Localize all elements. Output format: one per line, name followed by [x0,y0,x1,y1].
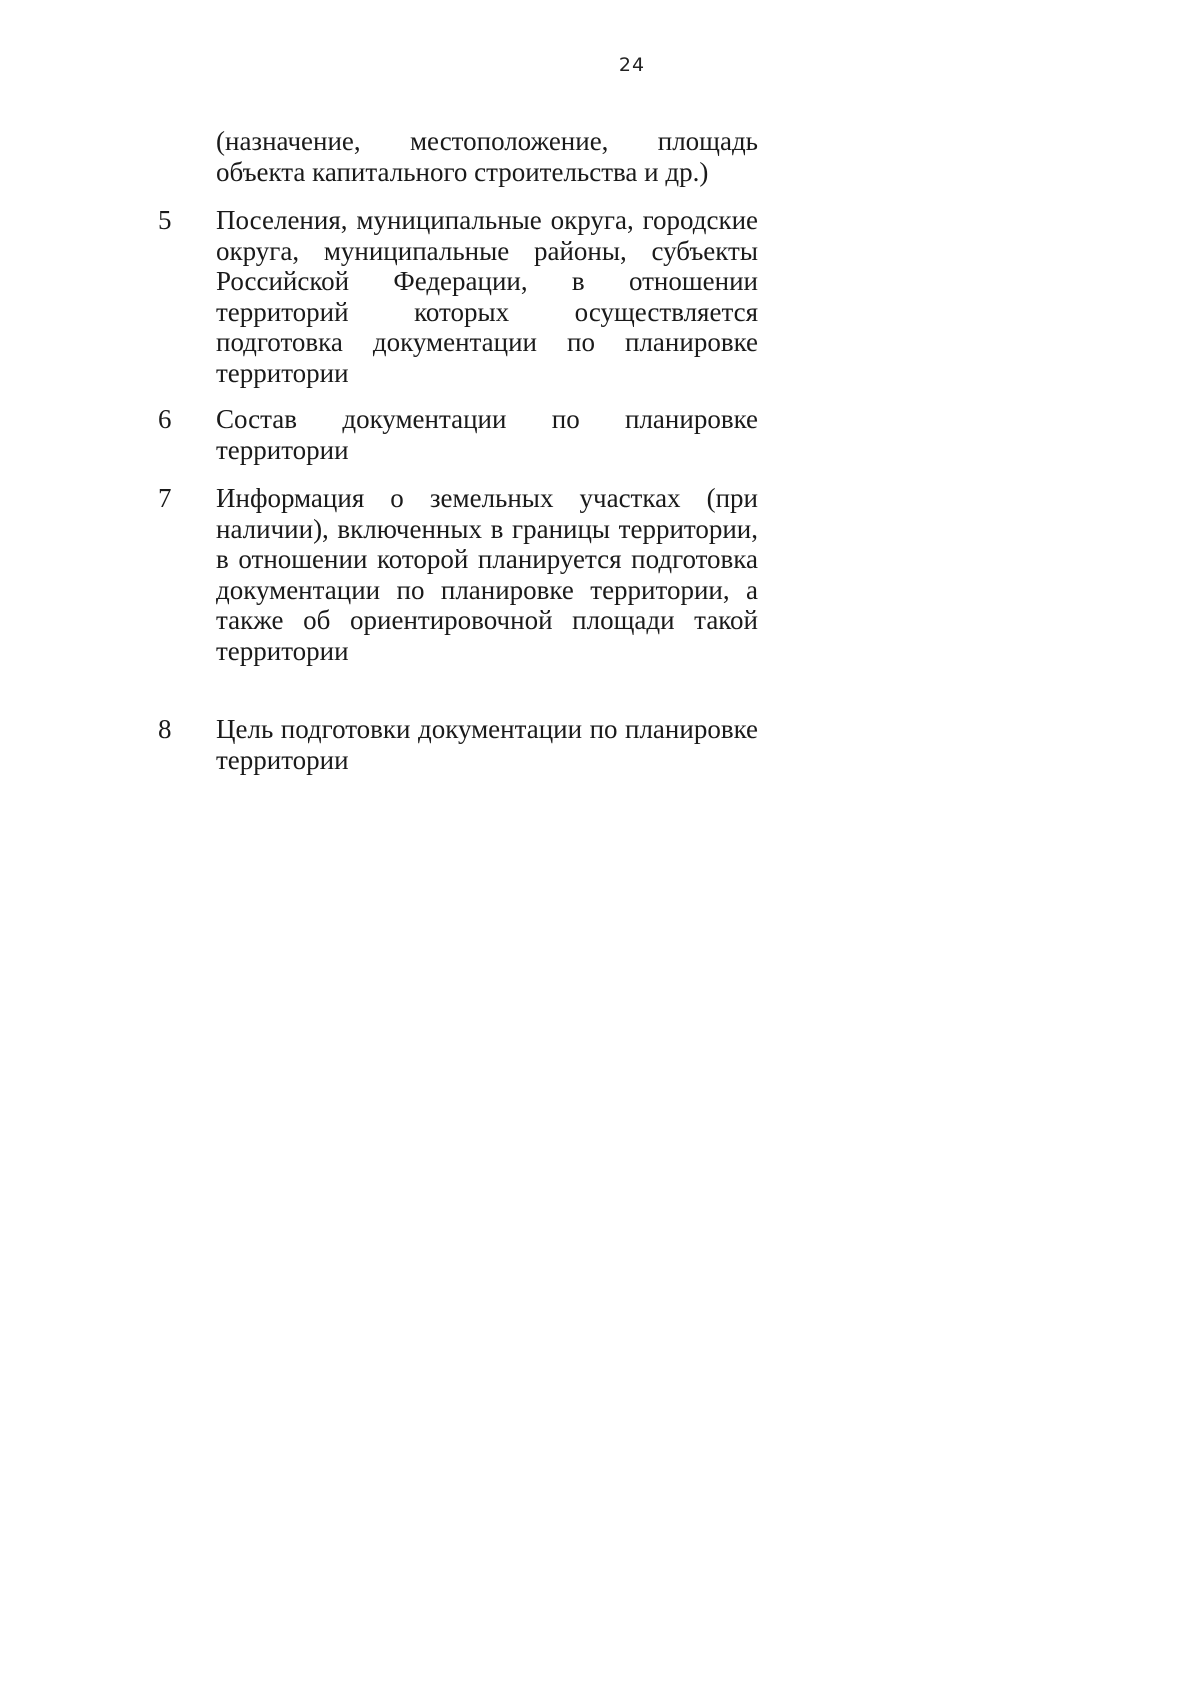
item-text: Цель подготовки документации по планировке территории [216,714,758,775]
item-text: Поселения, муниципальные округа, городские округа, муниципальные районы, субъекты Российской Федерации, в отношении территорий которых осуществляется подготовка документации по планировке территории [216,205,758,388]
list-item-5 [158,205,758,388]
list-item-8 [158,714,758,775]
item-number: 7 [158,483,172,513]
list-item-continuation [158,126,758,187]
item-text: Состав документации по планировке территории [216,404,758,465]
item-number: 8 [158,714,172,744]
list-item-7 [158,483,758,666]
item-text: Информация о земельных участках (при наличии), включенных в границы территории, в отношении которой планируется подготовка документации по планировке территории, а также об ориентировочной площади такой территории [216,483,758,666]
list-item-6 [158,404,758,465]
item-text: (назначение, местоположение, площадь объекта капитального строительства и др.) [216,126,758,187]
item-number: 6 [158,404,172,434]
item-number: 5 [158,205,172,235]
page-number: 24 [618,54,646,76]
